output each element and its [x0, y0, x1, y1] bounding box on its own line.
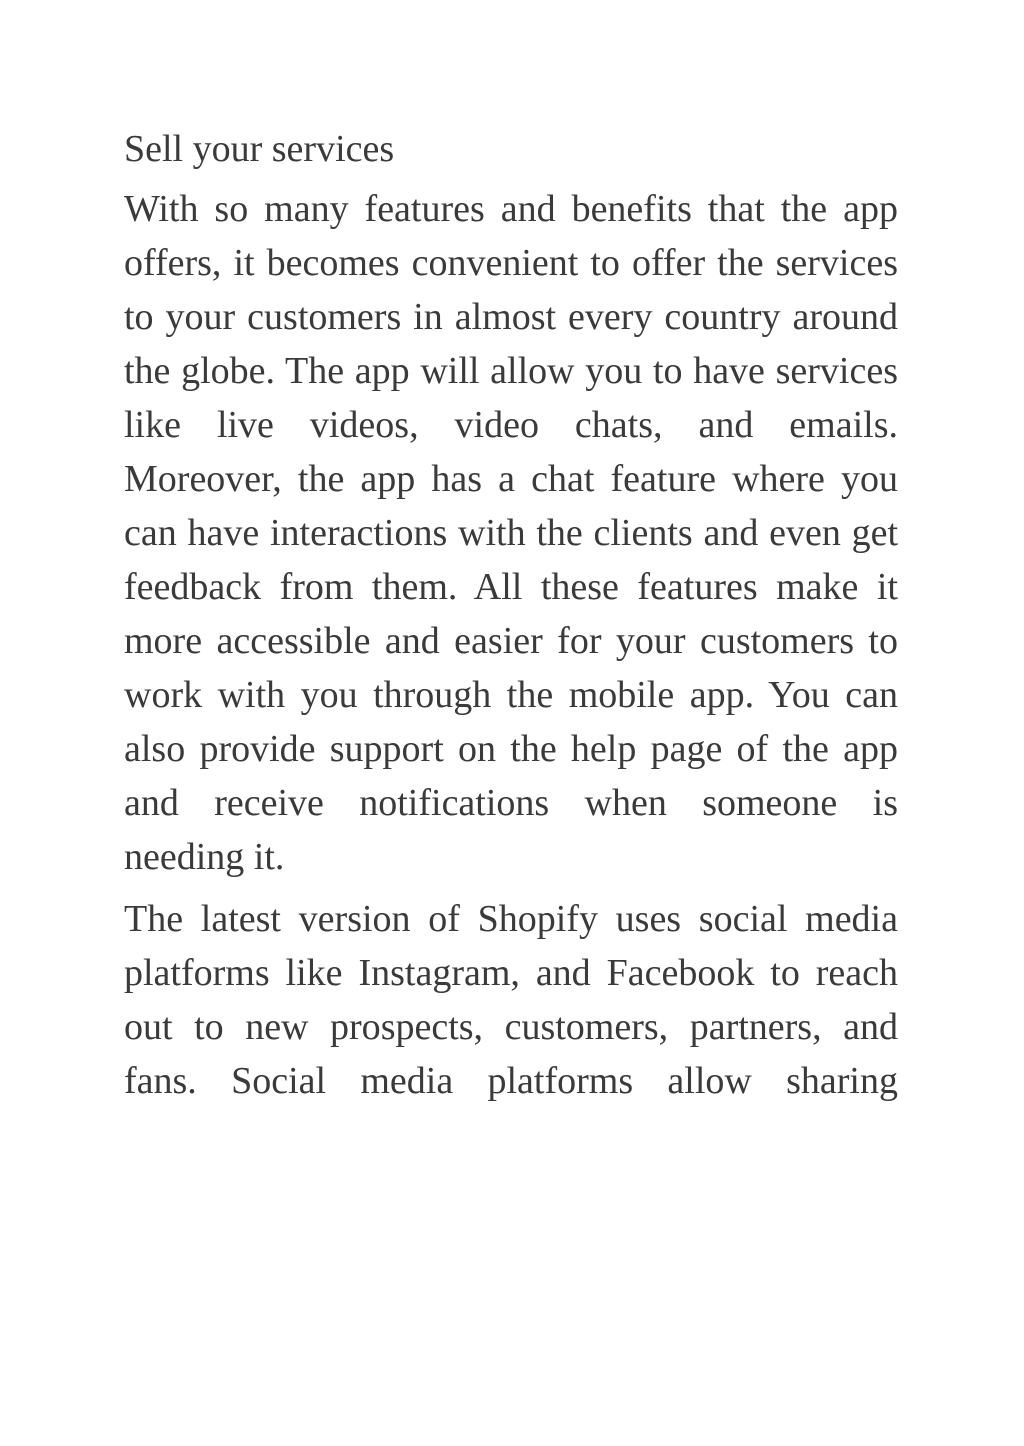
document-page: [124, 124, 898, 1116]
section-heading: Sell your services: [124, 128, 395, 170]
body-paragraph: The latest version of Shopify uses social media platforms like Instagram, and Facebook to reach out to new prospects, customers, partners, and fans. Social media platforms allow sharing: [124, 898, 898, 1102]
body-paragraph: With so many features and benefits that the app offers, it becomes convenient to offer the services to your customers in almost every country around the globe. The app will allow you to have services like live videos, video chats, and emails. Moreover, the app has a chat feature where you can have interactions with the clients and even get feedback from them. All these features make it more accessible and easier for your customers to work with you through the mobile app. You can also provide support on the help page of the app and receive notifications when someone is needing it.: [124, 188, 898, 878]
